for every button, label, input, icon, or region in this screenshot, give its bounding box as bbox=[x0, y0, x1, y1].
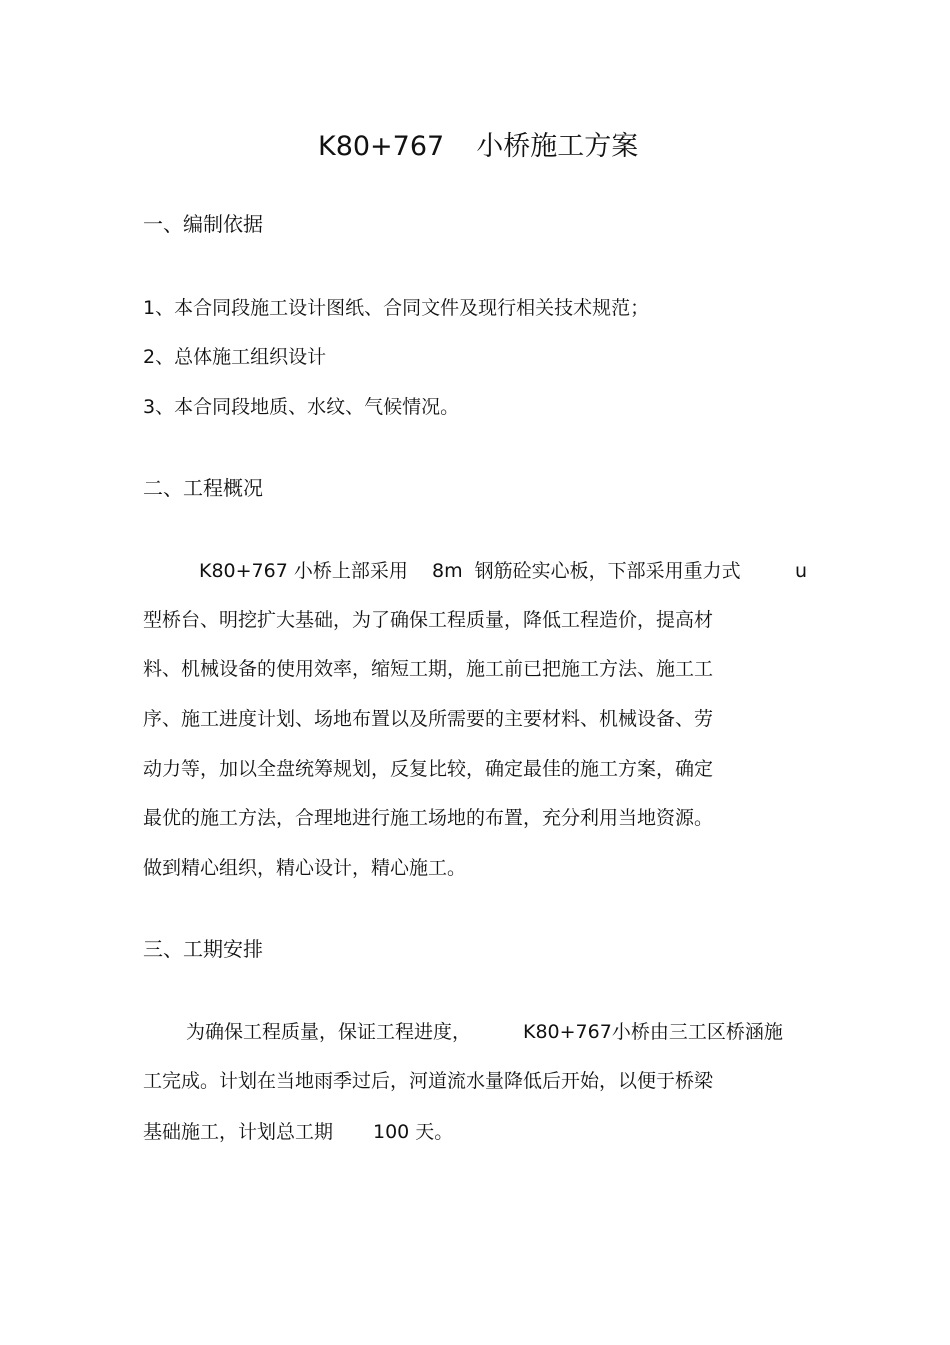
section2-line-6: 最优的施工方法，合理地进行施工场地的布置，充分利用当地资源。 bbox=[143, 807, 714, 829]
section1-heading: 一、编制依据 bbox=[143, 212, 263, 236]
section3-line-1b: K80+767小桥由三工区桥涵施 bbox=[523, 1021, 783, 1043]
section3-line-3a: 基础施工，计划总工期 bbox=[143, 1121, 334, 1143]
section2-heading: 二、工程概况 bbox=[143, 476, 263, 500]
section2-line-2: 型桥台、明挖扩大基础，为了确保工程质量，降低工程造价，提高材 bbox=[143, 609, 714, 631]
section1-item-1: 1、本合同段施工设计图纸、合同文件及现行相关技术规范； bbox=[143, 297, 650, 319]
title-code: K80+767 bbox=[318, 131, 445, 162]
section1-item-3: 3、本合同段地质、水纹、气候情况。 bbox=[143, 396, 460, 418]
section2-line-1b: 8m 钢筋砼实心板，下部采用重力式 bbox=[432, 560, 741, 582]
section2-line-1c: u bbox=[795, 560, 808, 582]
section2-line-4: 序、施工进度计划、场地布置以及所需要的主要材料、机械设备、劳 bbox=[143, 708, 714, 730]
section2-line-5: 动力等，加以全盘统筹规划，反复比较，确定最佳的施工方案，确定 bbox=[143, 758, 714, 780]
section3-line-3b: 100 天。 bbox=[373, 1121, 454, 1143]
section2-line-7: 做到精心组织，精心设计，精心施工。 bbox=[143, 857, 467, 879]
section2-line-3: 料、机械设备的使用效率，缩短工期，施工前已把施工方法、施工工 bbox=[143, 658, 714, 680]
title-name: 小桥施工方案 bbox=[476, 131, 639, 162]
section3-heading: 三、工期安排 bbox=[143, 937, 263, 961]
section3-line-2: 工完成。计划在当地雨季过后，河道流水量降低后开始，以便于桥梁 bbox=[143, 1070, 714, 1092]
section3-line-1a: 为确保工程质量，保证工程进度， bbox=[186, 1021, 472, 1043]
document-title bbox=[318, 130, 638, 164]
section1-item-2: 2、总体施工组织设计 bbox=[143, 346, 327, 368]
section2-line-1a: K80+767 小桥上部采用 bbox=[199, 560, 408, 582]
